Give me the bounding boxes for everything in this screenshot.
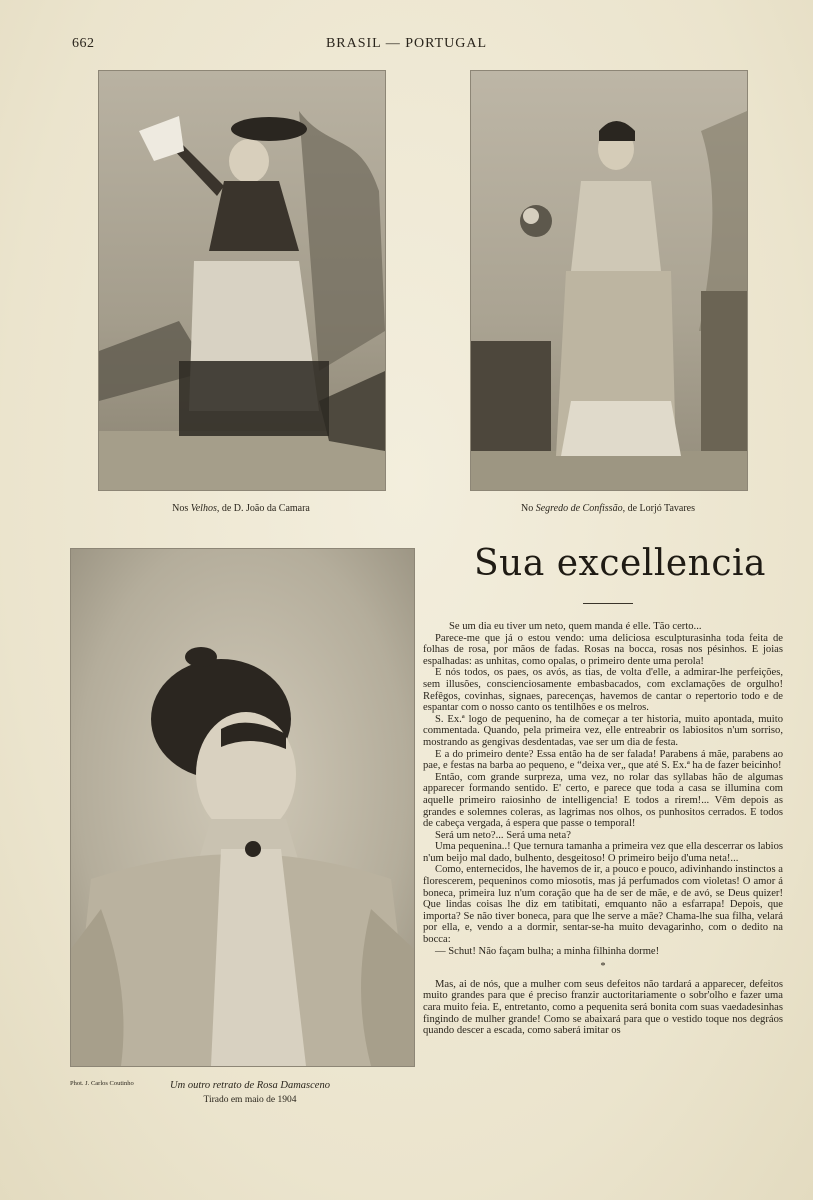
- page-number: 662: [72, 36, 95, 51]
- paragraph: Parece-me que já o estou vendo: uma deliciosa esculpturasinha toda feita de folhas de rosa, por mãos de fadas. Rosas na bocca, rosas nos pésinhos. E joias espalhadas: as unhitas, como opalas, o primeiro dente uma perola!: [423, 632, 783, 667]
- photo-segredo: [470, 70, 748, 491]
- paragraph: — Schut! Não façam bulha; a minha filhinha dorme!: [435, 945, 660, 957]
- photo-credit: Phot. J. Carlos Coutinho: [70, 1080, 134, 1087]
- photo-portrait: [70, 548, 415, 1067]
- paragraph: E a do primeiro dente? Essa então ha de ser falada! Parabens á mãe, parabens ao pae, e festas na barba ao pequeno, e “deixa ver„ que até S. Ex.ª ha de fazer beicinho!: [423, 748, 783, 772]
- paragraph: S. Ex.ª logo de pequenino, ha de começar a ter historia, muito apontada, muito commentada. Quando, pela primeira vez, elle entreabrir os labiositos n'um sorriso, mostrando as gengivas desdentadas, vae ser um dia de festa.: [423, 713, 783, 748]
- paragraph: Como, enternecidos, lhe havemos de ir, a pouco e pouco, adivinhando instinctos a florescerem, pequeninos como miosotis, mas já perfumados com violetas! O amor á boneca, primeira luz n'um coração que ha de ser de mãe, e de avó, se Deus quizer! Que lindas coisas lhe diz em tatibitati, emquanto não a esfarrapa! Depois, que importa? Se não tiver boneca, para que lhe serve a mãe? Chama-lhe sua filha, velará por ella, e, vendo a a dormir, sentar-se-ha muito devagarinho, com o dedito na bocca:: [423, 864, 783, 946]
- photo-velhos: [98, 70, 386, 491]
- photo-segredo-image: [471, 71, 747, 490]
- article-body: [423, 621, 783, 1037]
- paragraph: E nós todos, os paes, os avós, as tias, de volta d'elle, a admirar-lhe perfeições, sem illusões, conscienciosamente embasbacados, com exclamações de orgulho! Refêgos, covinhas, signaes, parecenças, havemos de cantar o repertorio todo e de espantar com o nosso canto os tentilhões e os melros.: [423, 667, 783, 714]
- paragraph: Então, com grande surpreza, uma vez, no rolar das syllabas hão de algumas apparecer formando sentido. E' certo, e parece que toda a casa se illumina com aquelle primeiro raiosinho de intelligencia! E todos a rirem!... Vêm depois as grandes e solemnes coleras, as lagrimas nos olhos, os punhositos cerrados. E todos de cabeça vergada, á espera que passe o temporal!: [423, 771, 783, 830]
- running-title: BRASIL — PORTUGAL: [325, 36, 488, 51]
- photo-portrait-image: [71, 549, 414, 1066]
- article-title: Sua excellencia: [474, 543, 766, 584]
- section-separator: *: [600, 961, 606, 973]
- caption-velhos: Nos Velhos, de D. João da Camara: [172, 503, 310, 514]
- paragraph: Uma pequenina..! Que ternura tamanha a primeira vez que ella descerrar os labios n'um beijo mal dado, bulhento, desgeitoso! O primeiro beijo d'uma neta!...: [423, 841, 783, 864]
- photo-velhos-image: [99, 71, 385, 490]
- paragraph: Se um dia eu tiver um neto, quem manda é elle. Tão certo...: [449, 621, 702, 632]
- caption-portrait-line2: Tirado em maio de 1904: [203, 1095, 297, 1105]
- paragraph: Mas, ai de nós, que a mulher com seus defeitos não tardará a apparecer, defeitos muito grandes para que é preciso franzir auctoritariamente o sobr'olho e fazer uma cara muito feia. E, entretanto, como a pequenita será bonita com suas vaedadesinhas fingindo de mulher grande! Como se abaixará para que o vestido toque nos degráos quando descer a escada, como saberá imitar os: [423, 978, 783, 1037]
- caption-portrait: [150, 1078, 350, 1108]
- caption-segredo: No Segredo de Confissão, de Lorjó Tavares: [520, 503, 695, 514]
- title-rule: [583, 603, 633, 604]
- caption-portrait-line1: Um outro retrato de Rosa Damasceno: [170, 1080, 330, 1091]
- paragraph: Será um neto?... Será uma neta?: [435, 829, 571, 841]
